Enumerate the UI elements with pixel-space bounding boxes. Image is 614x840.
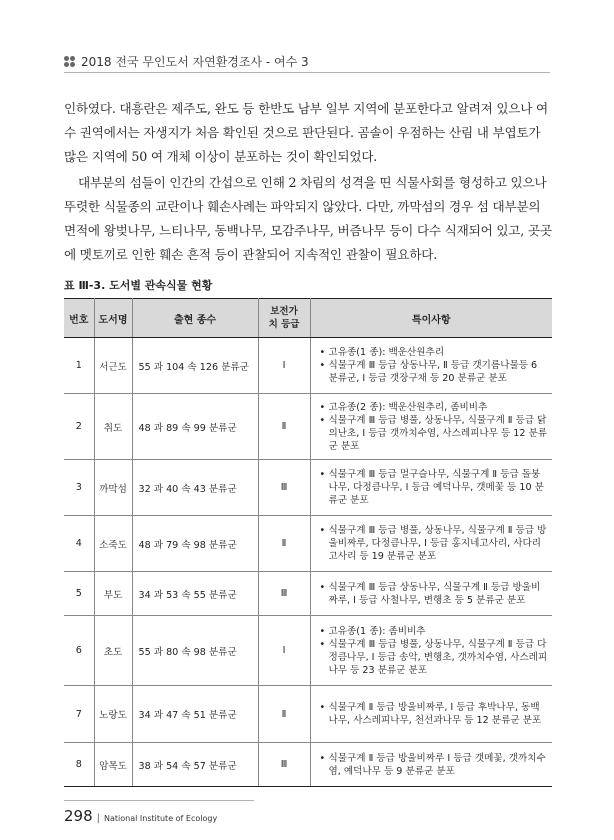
table-row bbox=[64, 572, 552, 616]
cell-grade: Ⅲ bbox=[258, 572, 310, 616]
cell-occurrence: 48 과 79 속 98 분류군 bbox=[132, 516, 258, 572]
cell-occurrence: 55 과 80 속 98 분류군 bbox=[132, 616, 258, 686]
header-island: 도서명 bbox=[94, 299, 132, 338]
cell-notes bbox=[310, 743, 552, 787]
running-header-title: 2018 전국 무인도서 자연환경조사 - 여수 3 bbox=[81, 55, 309, 69]
page-number: 298 bbox=[64, 807, 93, 825]
cell-no: 5 bbox=[64, 572, 94, 616]
note-item: • 고유종(1 종): 백운산원추리 bbox=[329, 346, 549, 359]
table-row bbox=[64, 616, 552, 686]
cell-no: 4 bbox=[64, 516, 94, 572]
cell-no: 2 bbox=[64, 394, 94, 460]
cell-no: 8 bbox=[64, 743, 94, 787]
cell-island: 노랑도 bbox=[94, 686, 132, 743]
cell-island: 부도 bbox=[94, 572, 132, 616]
paragraph-1 bbox=[64, 97, 554, 169]
cell-notes bbox=[310, 616, 552, 686]
page-footer bbox=[64, 807, 217, 825]
cell-notes bbox=[310, 516, 552, 572]
table-header-row bbox=[64, 299, 552, 338]
cell-notes bbox=[310, 394, 552, 460]
running-header bbox=[64, 53, 309, 70]
cell-no: 7 bbox=[64, 686, 94, 743]
note-item: • 식물구계 Ⅱ 등급 방울비짜루 Ⅰ 등급 갯메꽃, 갯까치수염, 예덕나무 등 9 분류군 분포 bbox=[329, 752, 549, 778]
cell-occurrence: 55 과 104 속 126 분류군 bbox=[132, 338, 258, 394]
cell-grade: Ⅱ bbox=[258, 516, 310, 572]
cell-island: 암목도 bbox=[94, 743, 132, 787]
note-item: • 식물구계 Ⅲ 등급 병풀, 상동나무, 식물구계 Ⅱ 등급 방울비짜루, 다정큼나무, Ⅰ 등급 홍지네고사리, 사다리고사리 등 19 분류군 분포 bbox=[329, 524, 549, 563]
table-caption: 표 Ⅲ-3. 도서별 관속식물 현황 bbox=[64, 279, 213, 292]
cell-island: 까막섬 bbox=[94, 460, 132, 516]
note-item: • 식물구계 Ⅲ 등급 상동나무, 식물구계 Ⅱ 등급 방울비짜루, Ⅰ 등급 사철나무, 변행초 등 5 분류군 분포 bbox=[329, 581, 549, 607]
cell-island: 소죽도 bbox=[94, 516, 132, 572]
cell-island: 초도 bbox=[94, 616, 132, 686]
note-item: • 식물구계 Ⅲ 등급 병풀, 상동나무, 식물구계 Ⅱ 등급 닭의난초, Ⅰ 등급 갯까치수염, 사스레피나무 등 12 분류군 분포 bbox=[329, 414, 549, 453]
cell-grade: Ⅰ bbox=[258, 616, 310, 686]
table-row bbox=[64, 743, 552, 787]
cell-occurrence: 34 과 47 속 51 분류군 bbox=[132, 686, 258, 743]
note-item: • 고유종(1 종): 좀비비추 bbox=[329, 625, 549, 638]
cell-notes bbox=[310, 338, 552, 394]
footer-institute: National Institute of Ecology bbox=[104, 814, 218, 823]
cell-no: 1 bbox=[64, 338, 94, 394]
header-notes: 특이사항 bbox=[310, 299, 552, 338]
header-grade: 보전가치 등급 bbox=[258, 299, 310, 338]
table-row bbox=[64, 516, 552, 572]
note-item: • 식물구계 Ⅲ 등급 멀구슬나무, 식물구계 Ⅱ 등급 돌붕나무, 다정큼나무, Ⅰ 등급 예덕나무, 갯메꽃 등 10 분류군 분포 bbox=[329, 468, 549, 507]
cell-island: 취도 bbox=[94, 394, 132, 460]
note-item: • 고유종(2 종): 백운산원추리, 좀비비추 bbox=[329, 401, 549, 414]
cell-notes bbox=[310, 460, 552, 516]
cell-occurrence: 34 과 53 속 55 분류군 bbox=[132, 572, 258, 616]
cell-grade: Ⅱ bbox=[258, 394, 310, 460]
note-item: • 식물구계 Ⅱ 등급 방울비짜루, Ⅰ 등급 후박나무, 동백나무, 사스레피나무, 천선과나무 등 12 분류군 분포 bbox=[329, 701, 549, 727]
cell-notes bbox=[310, 572, 552, 616]
table-row bbox=[64, 394, 552, 460]
vascular-plant-table bbox=[64, 298, 552, 787]
cell-grade: Ⅱ bbox=[258, 686, 310, 743]
header-divider bbox=[64, 72, 550, 73]
header-no: 번호 bbox=[64, 299, 94, 338]
note-item: • 식물구계 Ⅲ 등급 병풀, 상동나무, 식물구계 Ⅱ 등급 다정큼나무, Ⅰ 등급 송악, 변행초, 갯까치수염, 사스레피나무 등 23 분류군 분포 bbox=[329, 638, 549, 677]
paragraph-2-text: 대부분의 섬들이 인간의 간섭으로 인해 2 차림의 성격을 띤 식물사회를 형성하고 있으나 뚜렷한 식물종의 교란이나 훼손사례는 파악되지 않았다. 다만, 까막섬의 경우 섬 대부분의 면적에 왕벚나무, 느티나무, 동백나무, 모감주나무, 버즘나무 등이 다수 식재되어 있고, 곳곳에 멧토끼로 인한 훼손 흔적 등이 관찰되어 지속적인 관찰이 필요하다. bbox=[64, 175, 552, 262]
paragraph-2 bbox=[64, 171, 554, 267]
footer-separator: | bbox=[96, 813, 101, 824]
note-item: • 식물구계 Ⅲ 등급 상동나무, Ⅱ 등급 갯기름나물등 6 분류군, Ⅰ 등급 갯장구채 등 20 분류군 분포 bbox=[329, 359, 549, 385]
cell-grade: Ⅰ bbox=[258, 338, 310, 394]
cell-island: 서근도 bbox=[94, 338, 132, 394]
cell-occurrence: 32 과 40 속 43 분류군 bbox=[132, 460, 258, 516]
cell-no: 3 bbox=[64, 460, 94, 516]
cell-no: 6 bbox=[64, 616, 94, 686]
table-row bbox=[64, 338, 552, 394]
table-row bbox=[64, 460, 552, 516]
cell-grade: Ⅲ bbox=[258, 460, 310, 516]
footer-divider bbox=[64, 800, 254, 801]
cell-grade: Ⅲ bbox=[258, 743, 310, 787]
cell-occurrence: 38 과 54 속 57 분류군 bbox=[132, 743, 258, 787]
header-occurrence: 출현 종수 bbox=[132, 299, 258, 338]
paragraph-1-text: 인하였다. 대흥란은 제주도, 완도 등 한반도 남부 일부 지역에 분포한다고 알려져 있으나 여수 권역에서는 자생지가 처음 확인된 것으로 판단된다. 곰솔이 우점하는 산림 내 부엽토가 많은 지역에 50 여 개체 이상이 분포하는 것이 확인되었다. bbox=[64, 101, 549, 164]
cell-notes bbox=[310, 686, 552, 743]
table-row bbox=[64, 686, 552, 743]
dots-icon bbox=[64, 56, 75, 67]
cell-occurrence: 48 과 89 속 99 분류군 bbox=[132, 394, 258, 460]
